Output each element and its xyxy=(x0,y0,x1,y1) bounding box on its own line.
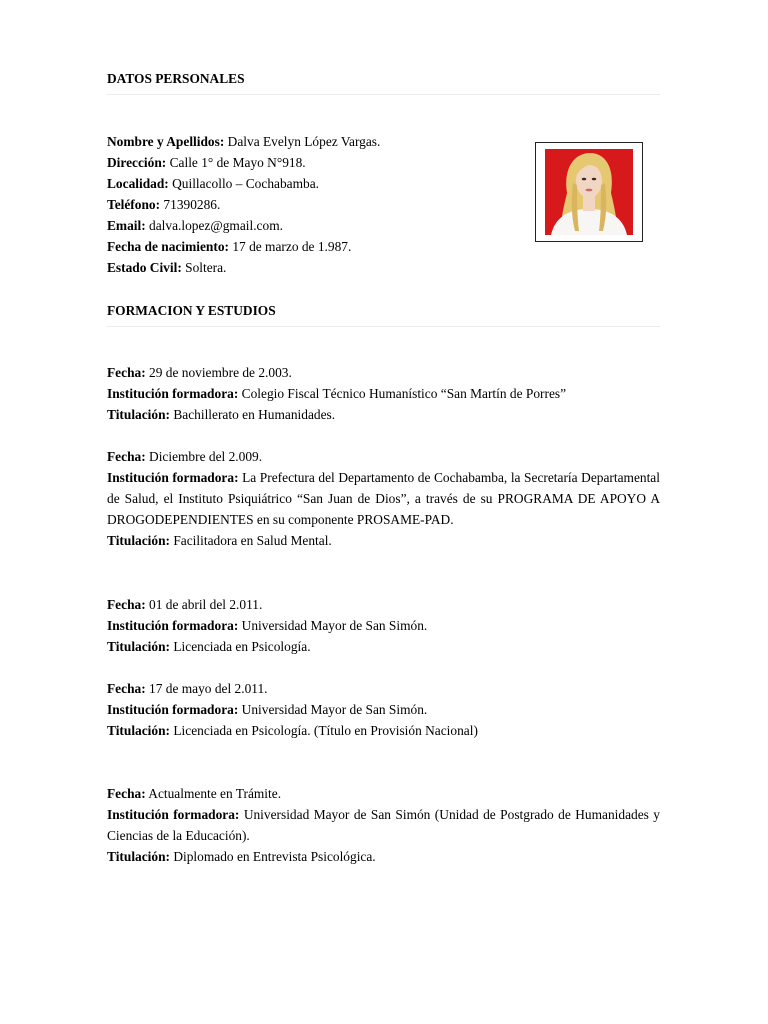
field-value: Facilitadora en Salud Mental. xyxy=(170,533,332,548)
field-label: Titulación: xyxy=(107,639,170,654)
field-value: Colegio Fiscal Técnico Humanístico “San Martín de Porres” xyxy=(238,386,567,401)
field-value: 71390286. xyxy=(160,197,221,212)
entry-institution xyxy=(107,615,660,636)
field-label: Teléfono: xyxy=(107,197,161,212)
field-label: Titulación: xyxy=(107,407,170,422)
education-entry xyxy=(107,362,660,425)
entry-title xyxy=(107,636,660,657)
field-value: Universidad Mayor de San Simón. xyxy=(238,702,428,717)
entry-date xyxy=(107,594,660,615)
field-label: Titulación: xyxy=(107,723,170,738)
field-label: Localidad: xyxy=(107,176,169,191)
entry-title xyxy=(107,530,660,551)
field-value: Licenciada en Psicología. xyxy=(170,639,311,654)
field-value: Licenciada en Psicología. (Título en Provisión Nacional) xyxy=(170,723,478,738)
field-value: Dalva Evelyn López Vargas. xyxy=(224,134,381,149)
education-entry xyxy=(107,446,660,551)
field-value: Universidad Mayor de San Simón. xyxy=(238,618,428,633)
profile-photo xyxy=(545,149,633,235)
field-label: Dirección: xyxy=(107,155,167,170)
personal-name-line xyxy=(107,133,380,151)
profile-photo-frame xyxy=(535,142,643,242)
field-value: 29 de noviembre de 2.003. xyxy=(145,365,292,380)
field-value: Universidad Mayor de San Simón (Unidad de Postgrado de Humanidades y Ciencias de la Educación). xyxy=(107,807,660,843)
field-label: Institución formadora: xyxy=(107,702,239,717)
personal-phone-line xyxy=(107,196,220,214)
entry-title xyxy=(107,720,660,741)
field-label: Fecha: xyxy=(107,449,146,464)
field-label: Institución formadora: xyxy=(107,470,239,485)
entry-title xyxy=(107,846,660,867)
entry-institution xyxy=(107,699,660,720)
entry-date xyxy=(107,446,660,467)
personal-locality-line xyxy=(107,175,319,193)
field-value: Actualmente en Trámite. xyxy=(145,786,282,801)
entry-institution xyxy=(107,383,660,404)
section-heading-education: FORMACION Y ESTUDIOS xyxy=(107,302,660,327)
field-value: Soltera. xyxy=(181,260,227,275)
education-entry xyxy=(107,783,660,867)
personal-address-line xyxy=(107,154,306,172)
field-label: Fecha de nacimiento: xyxy=(107,239,229,254)
field-label: Institución formadora: xyxy=(107,618,239,633)
portrait-image xyxy=(545,149,633,235)
personal-civil-status-line xyxy=(107,259,226,277)
field-value: Calle 1° de Mayo N°918. xyxy=(166,155,306,170)
field-value: Diplomado en Entrevista Psicológica. xyxy=(170,849,376,864)
field-value: 17 de mayo del 2.011. xyxy=(145,681,268,696)
entry-date xyxy=(107,783,660,804)
field-label: Email: xyxy=(107,218,146,233)
entry-date xyxy=(107,678,660,699)
education-entry xyxy=(107,594,660,657)
education-entry xyxy=(107,678,660,741)
field-label: Fecha: xyxy=(107,681,146,696)
field-label: Fecha: xyxy=(107,365,146,380)
field-label: Institución formadora: xyxy=(107,386,239,401)
field-value: Diciembre del 2.009. xyxy=(145,449,263,464)
entry-institution xyxy=(107,804,660,846)
field-value: Quillacollo – Cochabamba. xyxy=(168,176,319,191)
field-label: Fecha: xyxy=(107,786,146,801)
field-value: 01 de abril del 2.011. xyxy=(145,597,263,612)
entry-title xyxy=(107,404,660,425)
field-label: Estado Civil: xyxy=(107,260,182,275)
personal-email-line xyxy=(107,217,283,235)
field-label: Nombre y Apellidos: xyxy=(107,134,225,149)
entry-date xyxy=(107,362,660,383)
field-value: La Prefectura del Departamento de Cochabamba, la Secretaría Departamental de Salud, el Instituto Psiquiátrico “San Juan de Dios”, a través de su PROGRAMA DE APOYO A DROGODEPENDIENTES en su componente PROSAME-PAD. xyxy=(107,470,660,527)
field-label: Institución formadora: xyxy=(107,807,240,822)
field-label: Titulación: xyxy=(107,533,170,548)
personal-birthdate-line xyxy=(107,238,351,256)
field-label: Fecha: xyxy=(107,597,146,612)
section-heading-personal: DATOS PERSONALES xyxy=(107,70,660,95)
field-value: Bachillerato en Humanidades. xyxy=(170,407,336,422)
field-value: dalva.lopez@gmail.com. xyxy=(145,218,283,233)
field-label: Titulación: xyxy=(107,849,170,864)
field-value: 17 de marzo de 1.987. xyxy=(228,239,352,254)
entry-institution xyxy=(107,467,660,530)
